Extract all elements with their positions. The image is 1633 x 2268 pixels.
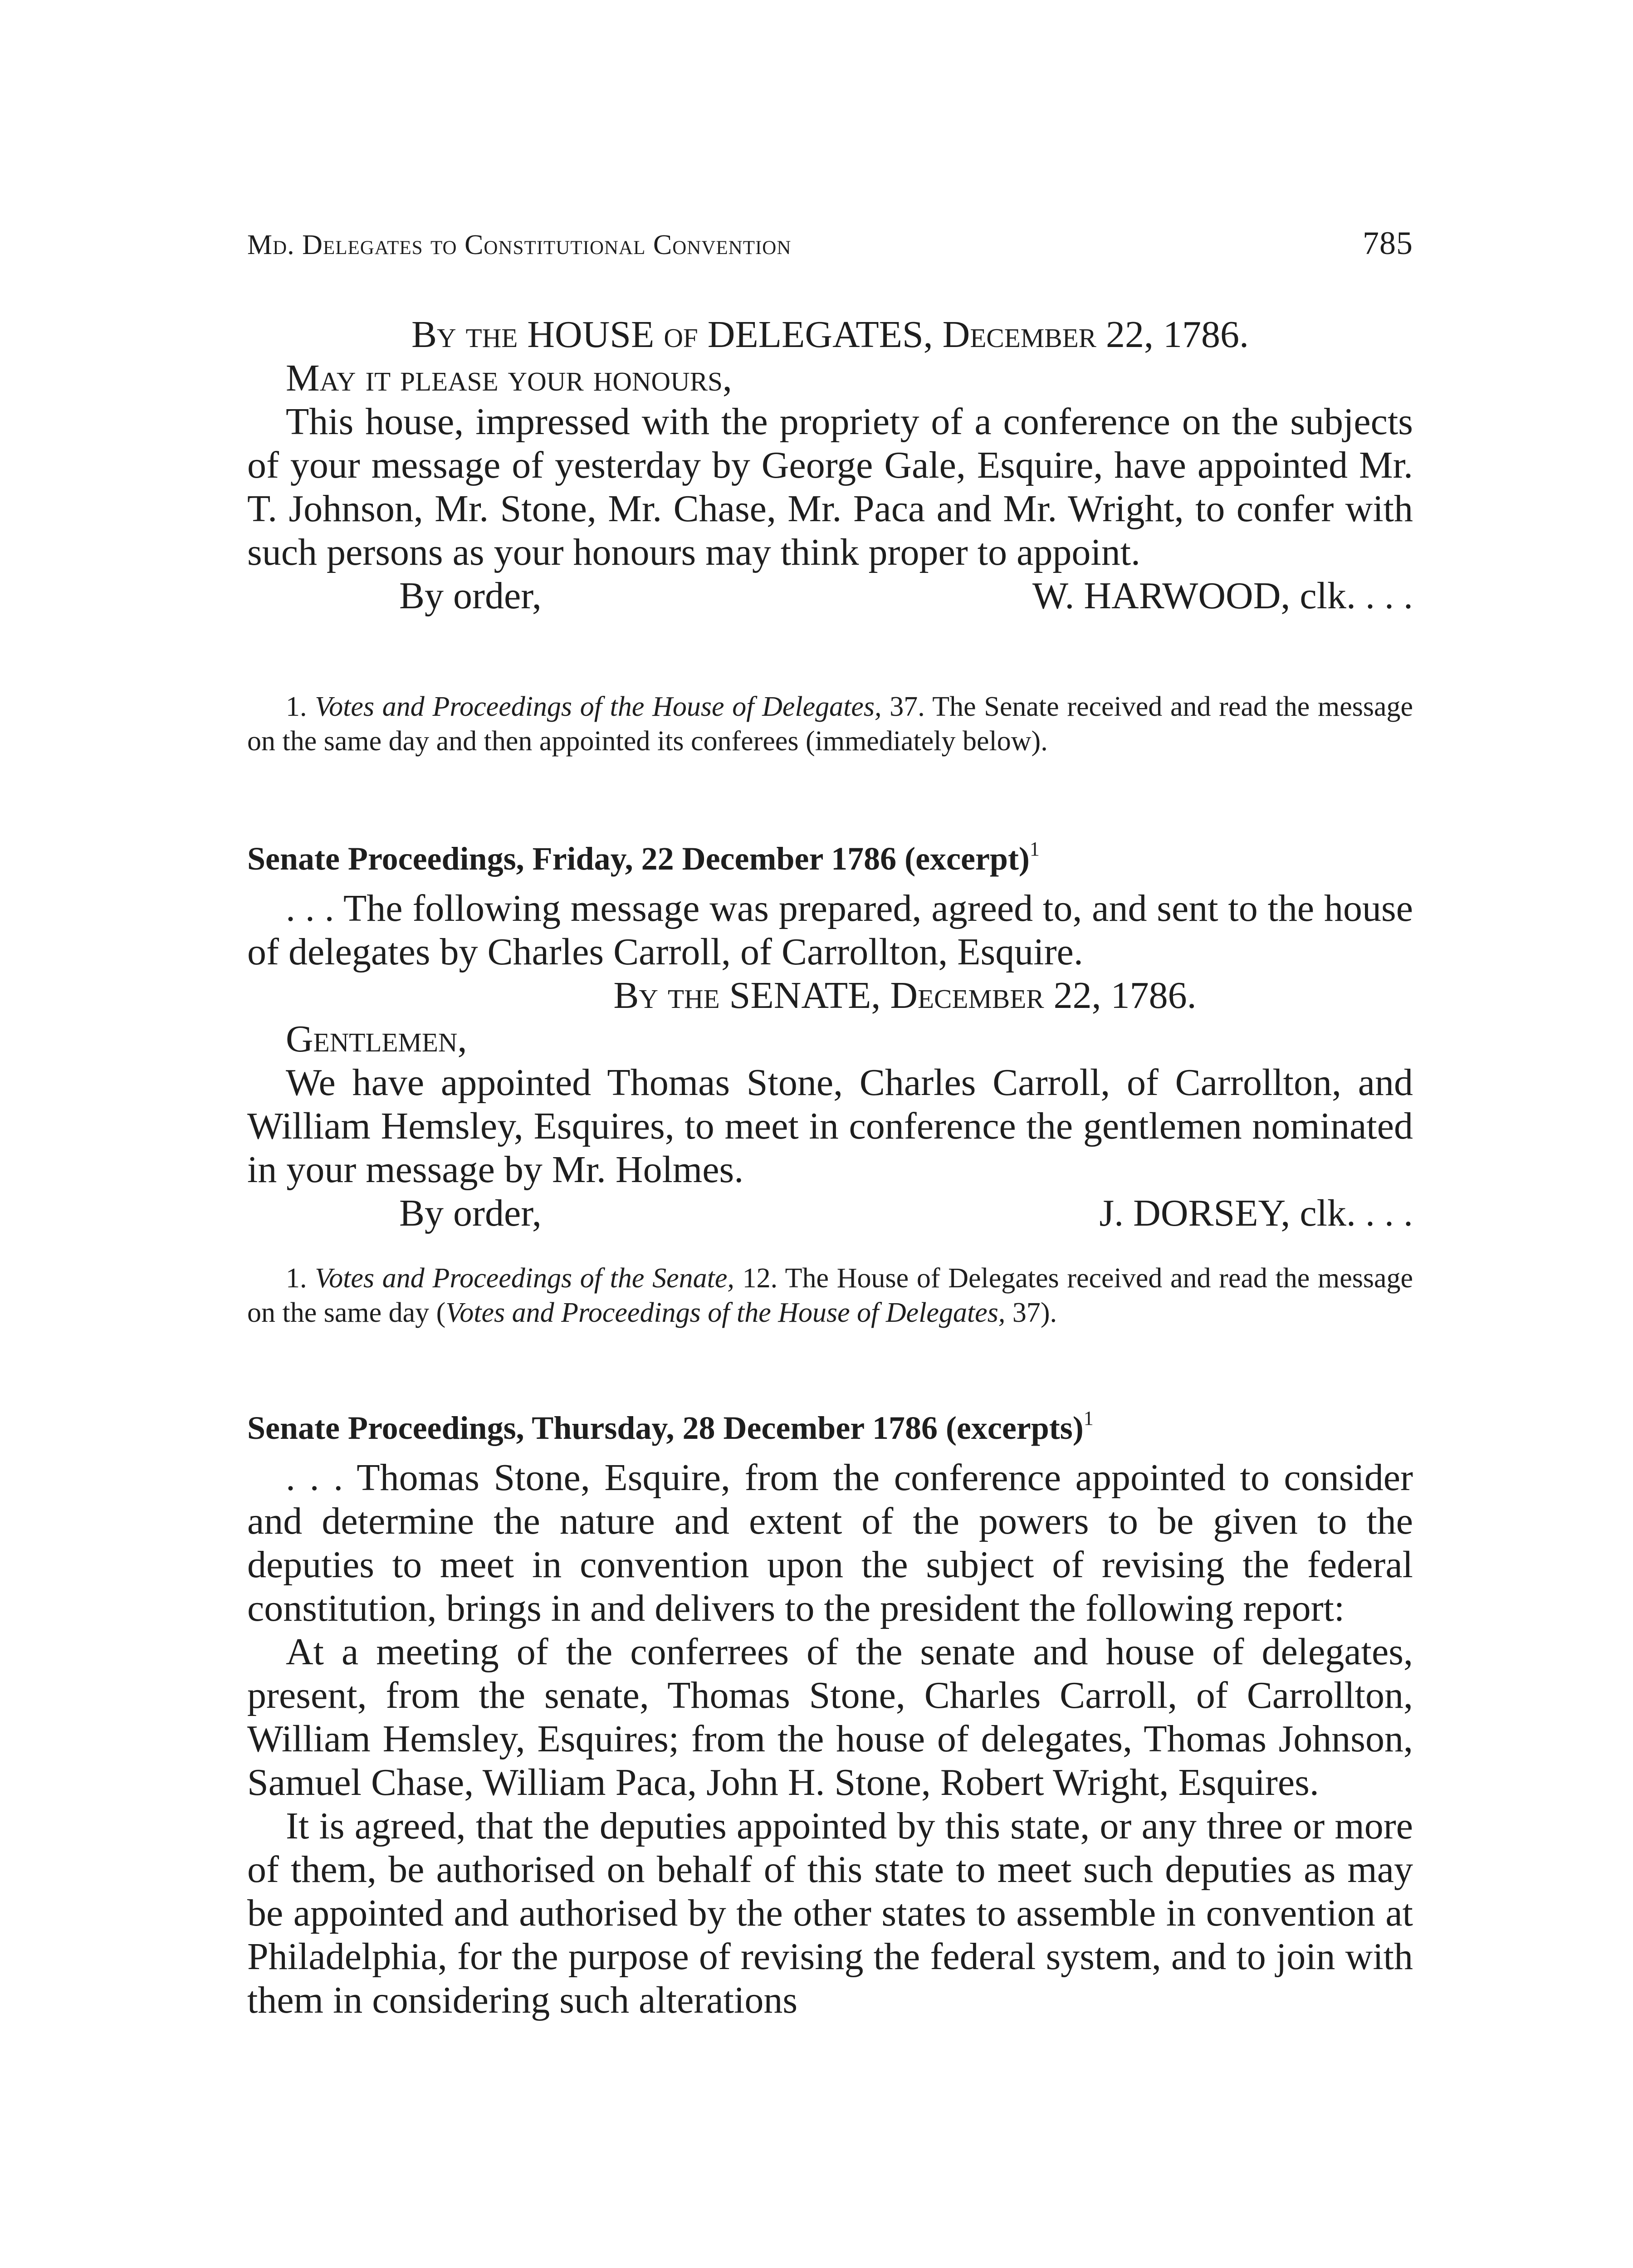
footnote-source-secondary: Votes and Proceedings of the House of Delegates,	[445, 1297, 1006, 1328]
footnote-text: 12. The House of Delegates received and read the message on the same day (	[247, 1263, 1413, 1328]
house-dateline: By the HOUSE of DELEGATES, December 22, 1786.	[411, 313, 1249, 356]
senate-dateline: By the SENATE, December 22, 1786.	[613, 974, 1197, 1017]
house-message	[247, 313, 1413, 618]
conference-report-intro: . . . Thomas Stone, Esquire, from the conference appointed to consider and determine the nature and extent of the powers to be given to the deputies to meet in convention upon the subject of revising the federal constitution, brings in and delivers to the president the following report:	[247, 1457, 1413, 1629]
document-page	[247, 0, 1413, 2268]
footnote-text-end: 37).	[1012, 1297, 1057, 1328]
footnote-number: 1.	[286, 691, 307, 722]
senate-message	[247, 887, 1413, 1235]
senate-proceedings-excerpt	[247, 1456, 1413, 2022]
footnote-house	[247, 689, 1413, 758]
conferrees-present-paragraph: At a meeting of the conferrees of the senate and house of delegates, present, from the senate, Thomas Stone, Charles Carroll, of Carrollton, William Hemsley, Esquires; from the house of delegates, Thomas Johnson, Samuel Chase, William Paca, John H. Stone, Robert Wright, Esquires.	[247, 1631, 1413, 1804]
running-head-title: Md. Delegates to Constitutional Convention	[247, 230, 792, 260]
senate-sign-left: By order,	[399, 1192, 542, 1234]
section-heading-22-december	[247, 830, 1413, 880]
house-salutation: May it please your honours,	[286, 357, 732, 399]
senate-sign-right: J. DORSEY, clk. . . .	[1099, 1192, 1413, 1234]
house-signature	[247, 574, 1413, 618]
house-sign-right: W. HARWOOD, clk. . . .	[1032, 575, 1413, 617]
house-sign-left: By order,	[399, 575, 542, 617]
section-heading-28-december	[247, 1399, 1413, 1450]
section-heading-text: Senate Proceedings, Friday, 22 December 1786 (excerpt)	[247, 841, 1030, 877]
footnote-source: Votes and Proceedings of the House of Delegates,	[315, 691, 882, 722]
house-message-paragraph: This house, impressed with the propriety of a conference on the subjects of your message of yesterday by George Gale, Esquire, have appointed Mr. T. Johnson, Mr. Stone, Mr. Chase, Mr. Paca and Mr. Wright, to confer with such persons as your honours may think proper to appoint.	[247, 401, 1413, 573]
senate-intro-paragraph: . . . The following message was prepared, agreed to, and sent to the house of delegates by Charles Carroll, of Carrollton, Esquire.	[247, 887, 1413, 973]
running-head	[247, 225, 1413, 274]
footnote-source: Votes and Proceedings of the Senate,	[315, 1263, 734, 1294]
section-heading-text: Senate Proceedings, Thursday, 28 December 1786 (excerpts)	[247, 1410, 1084, 1446]
senate-signature	[247, 1192, 1413, 1235]
senate-salutation: Gentlemen,	[286, 1018, 467, 1060]
senate-message-paragraph: We have appointed Thomas Stone, Charles Carroll, of Carrollton, and William Hemsley, Esquires, to meet in conference the gentlemen nominated in your message by Mr. Holmes.	[247, 1061, 1413, 1191]
page-number: 785	[1363, 225, 1413, 261]
agreement-paragraph: It is agreed, that the deputies appointed by this state, or any three or more of them, be authorised on behalf of this state to meet such deputies as may be appointed and authorised by the other states to assemble in convention at Philadelphia, for the purpose of revising the federal system, and to join with them in considering such alterations	[247, 1805, 1413, 2021]
footnote-marker: 1	[1029, 838, 1040, 860]
footnote-text: 37. The Senate received and read the message on the same day and then appointed its conferees (immediately below).	[247, 691, 1413, 757]
footnote-marker: 1	[1083, 1407, 1094, 1429]
footnote-number: 1.	[286, 1263, 307, 1294]
footnote-senate	[247, 1261, 1413, 1330]
